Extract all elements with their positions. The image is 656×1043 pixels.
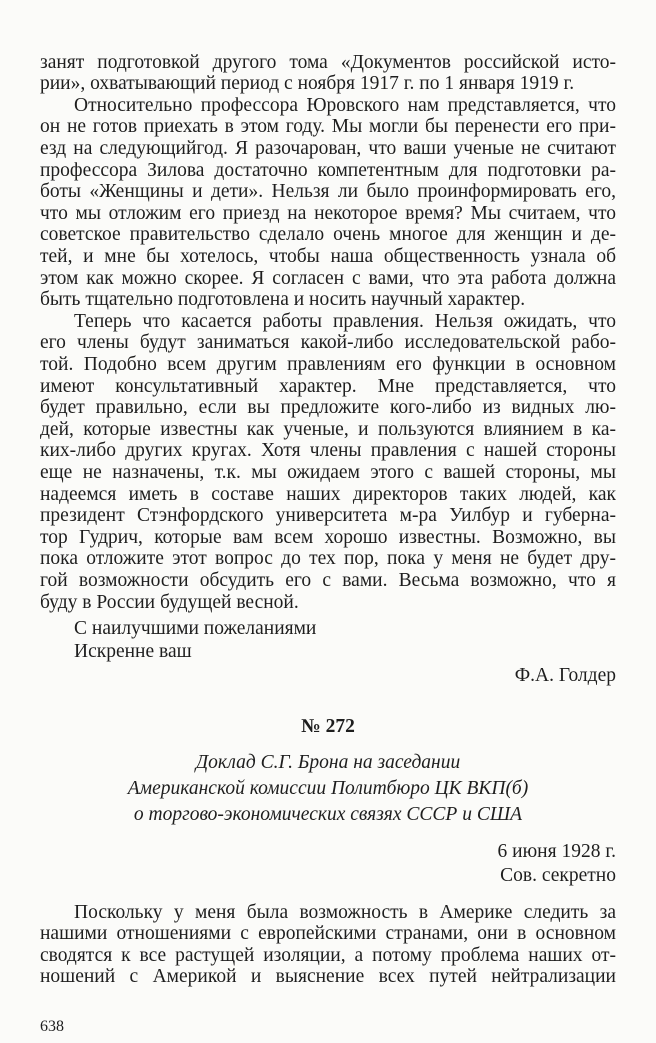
text-line: профессора Зилова достаточно компетентным для подготовки ра- bbox=[40, 159, 616, 181]
text-line: боты «Женщины и дети». Нельзя ли было проинформировать его, bbox=[40, 181, 616, 203]
classification-mark: Сов. секретно bbox=[500, 865, 616, 886]
document-title-line: о торгово-экономических связях СССР и США bbox=[133, 804, 523, 825]
text-line: дей, которые известны как ученые, и пользуются влиянием в ка- bbox=[40, 418, 616, 440]
text-line: президент Стэнфордского университета м-ра Уилбур и губерна- bbox=[40, 505, 616, 527]
text-line: надеемся иметь в составе наших директоров таких людей, как bbox=[40, 483, 616, 505]
closing-line: С наилучшими пожеланиями bbox=[74, 618, 317, 639]
document-date: 6 июня 1928 г. bbox=[497, 841, 616, 862]
text-line: что мы отложим его приезд на некоторое время? Мы считаем, что bbox=[40, 202, 616, 224]
text-line: ношений с Америкой и выяснение всех путей нейтрализации bbox=[40, 966, 616, 988]
text-line: Теперь что касается работы правления. Нельзя ожидать, что bbox=[74, 310, 616, 332]
text-line: Поскольку у меня была возможность в Америке следить за bbox=[74, 901, 616, 923]
text-line: рии», охватывающий период с ноября 1917 г. по 1 января 1919 г. bbox=[40, 73, 575, 95]
text-line: буду в России будущей весной. bbox=[40, 591, 299, 613]
text-line: тор Гудрич, которые вам всем хорошо известны. Возможно, вы bbox=[40, 526, 616, 548]
document-number: № 272 bbox=[301, 716, 355, 737]
text-line: этом как можно скорее. Я согласен с вами, что эта работа должна bbox=[40, 267, 616, 289]
text-line: его члены будут заниматься какой-либо исследовательской рабо- bbox=[40, 332, 616, 354]
text-line: нашими отношениями с европейскими странами, они в основном bbox=[40, 923, 616, 945]
text-line: будет правильно, если вы предложите кого-либо из видных лю- bbox=[40, 397, 616, 419]
text-line: пока отложите этот вопрос до тех пор, пока у меня не будет дру- bbox=[40, 548, 616, 570]
text-line: занят подготовкой другого тома «Документов российской исто- bbox=[40, 51, 616, 73]
document-title-line: Американской комиссии Политбюро ЦК ВКП(б) bbox=[127, 778, 529, 799]
text-line: Относительно профессора Юровского нам представляется, что bbox=[74, 94, 616, 116]
text-line: еще не назначены, т.к. мы ожидаем этого с вашей стороны, мы bbox=[40, 461, 616, 483]
text-line: тей, и мне бы хотелось, чтобы наша общественность узнала об bbox=[40, 245, 616, 267]
text-line: имеют консультативный характер. Мне представляется, что bbox=[40, 375, 616, 397]
closing-line: Искренне ваш bbox=[74, 641, 192, 662]
text-line: ких-либо других кругах. Хотя члены правления с нашей стороны bbox=[40, 440, 616, 462]
text-line: той. Подобно всем другим правлениям его функции в основном bbox=[40, 353, 616, 375]
signature: Ф.А. Голдер bbox=[514, 665, 616, 686]
page-number: 638 bbox=[40, 1018, 64, 1035]
text-line: быть тщательно подготовлена и носить научный характер. bbox=[40, 289, 526, 311]
text-line: сводятся к все растущей изоляции, а потому проблема наших от- bbox=[40, 944, 616, 966]
text-line: гой возможности обсудить его с вами. Весьма возможно, что я bbox=[40, 569, 616, 591]
document-title-line: Доклад С.Г. Брона на заседании bbox=[195, 752, 461, 773]
text-line: езд на следующийгод. Я разочарован, что ваши ученые не считают bbox=[40, 137, 616, 159]
text-line: советское правительство сделало очень многое для женщин и де- bbox=[40, 224, 616, 246]
text-line: он не готов приехать в этом году. Мы могли бы перенести его при- bbox=[40, 116, 616, 138]
